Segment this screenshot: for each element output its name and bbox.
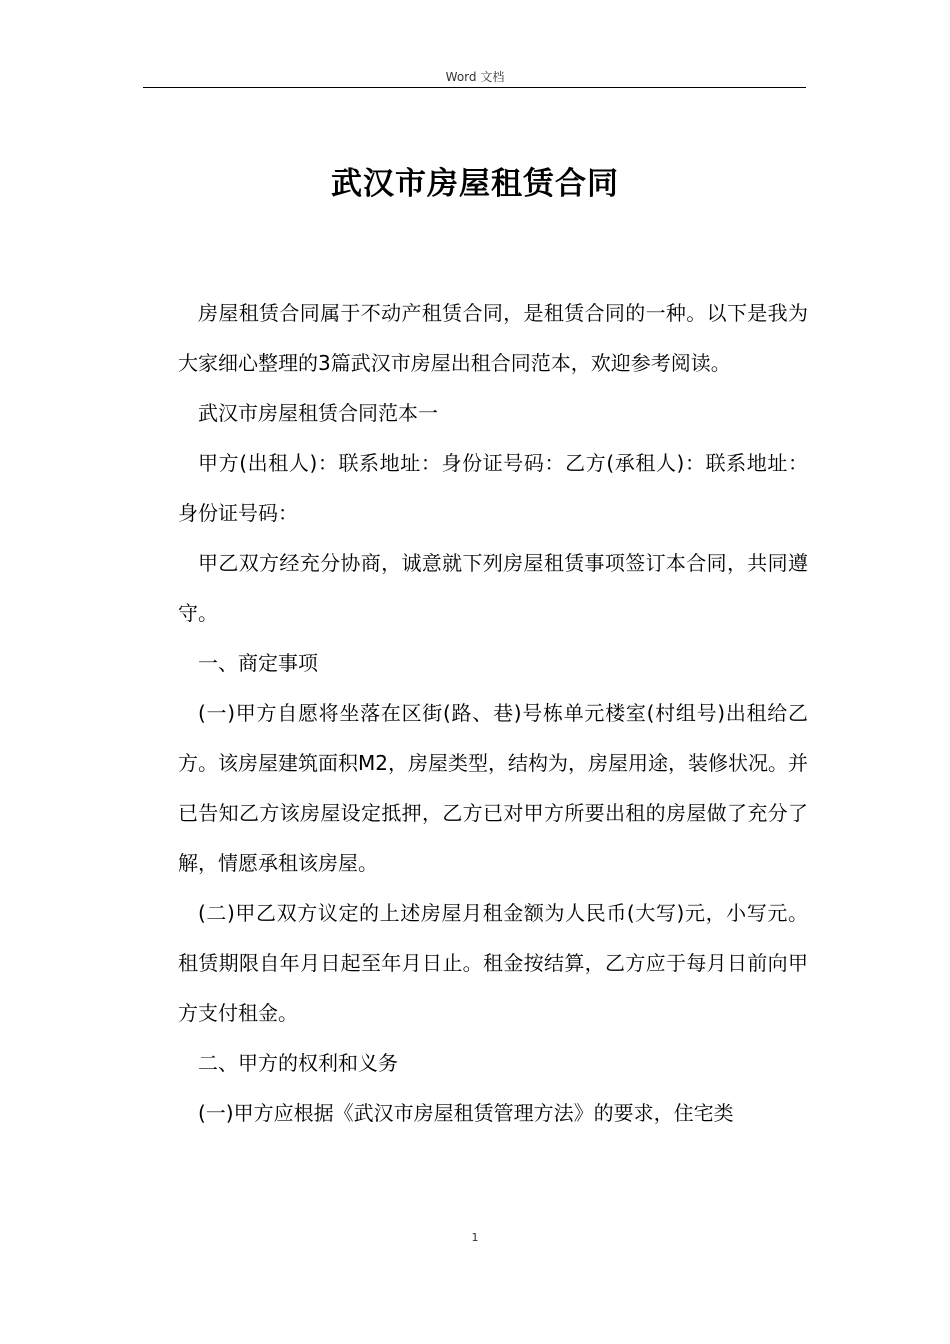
section-heading-1: 一、商定事项	[198, 651, 318, 675]
document-body	[178, 288, 808, 1138]
section-heading-2: 二、甲方的权利和义务	[198, 1051, 398, 1075]
paragraph-clause-1-2: (二)甲乙双方议定的上述房屋月租金额为人民币(大写)元，小写元。租赁期限自年月日起至年月日止。租金按结算，乙方应于每月日前向甲方支付租金。	[178, 901, 808, 1025]
page-number: 1	[471, 1231, 479, 1244]
paragraph-intro: 房屋租赁合同属于不动产租赁合同，是租赁合同的一种。以下是我为大家细心整理的3篇武汉市房屋出租合同范本，欢迎参考阅读。	[178, 301, 808, 375]
paragraph-clause-1-1: (一)甲方自愿将坐落在区街(路、巷)号栋单元楼室(村组号)出租给乙方。该房屋建筑面积M2，房屋类型，结构为，房屋用途，装修状况。并已告知乙方该房屋设定抵押，乙方已对甲方所要出租的房屋做了充分了解，情愿承租该房屋。	[178, 701, 808, 875]
document-title: 武汉市房屋租赁合同	[331, 166, 619, 202]
paragraph-parties: 甲方(出租人)：联系地址：身份证号码：乙方(承租人)：联系地址：身份证号码：	[178, 451, 808, 525]
paragraph-template-heading: 武汉市房屋租赁合同范本一	[198, 401, 438, 425]
paragraph-agreement: 甲乙双方经充分协商，诚意就下列房屋租赁事项签订本合同，共同遵守。	[178, 551, 808, 625]
header-divider	[143, 87, 806, 88]
paragraph-clause-2-1: (一)甲方应根据《武汉市房屋租赁管理方法》的要求，住宅类	[198, 1101, 734, 1125]
page-header-label: Word 文档	[445, 70, 505, 84]
